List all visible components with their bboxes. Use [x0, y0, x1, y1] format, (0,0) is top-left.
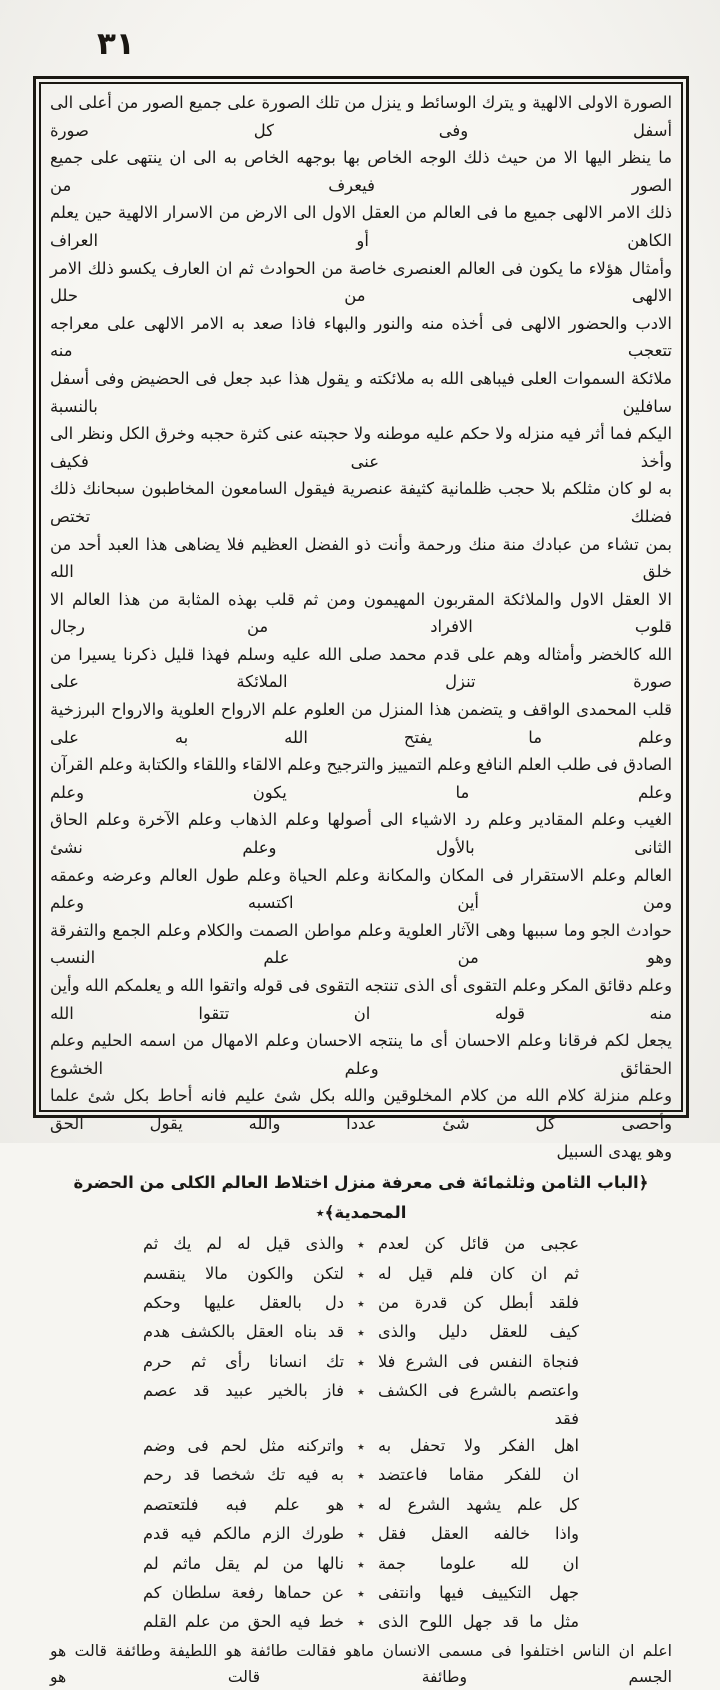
- footer-line: اعلم ان الناس اختلفوا فى مسمى الانسان ماهو فقالت طائفة هو اللطيفة وطائفة قالت هو الجسم وطائفة قالت هو: [50, 1641, 672, 1686]
- hemistich-second: لتكن والكون مالا ينقسم: [143, 1263, 344, 1283]
- hemistich-second: طورك الزم مالكم فيه قدم: [143, 1524, 344, 1544]
- hemistich-second: قد بناه العقل بالكشف هدم: [143, 1322, 344, 1342]
- hemistich-first: جهل التكييف فيها وانتفى: [378, 1583, 579, 1603]
- prose-line: حوادث الجو وما سببها وهى الآثار العلوية وعلم مواطن الصمت والكلام وعلم الجمع والتفرقة وهو من علم النسب: [50, 920, 672, 968]
- prose-line: وعلم منزلة كلام الله من كلام المخلوقين والله بكل شئ عليم فانه أحاط بكل شئ علما وأحصى كل شئ عددا والله يقول الحق: [50, 1086, 672, 1133]
- hemistich-second: خط فيه الحق من علم القلم: [143, 1612, 344, 1632]
- hemistich-first: واذا خالفه العقل فقل: [378, 1524, 579, 1544]
- hemistich-first: كل علم يشهد الشرع له: [378, 1494, 579, 1514]
- verse-row: [143, 1432, 579, 1461]
- prose-line: اليكم فما أثر فيه منزله ولا حكم عليه موطنه ولا حجبته عنى كثرة حجبه وخرق الكل ونظر الى وأخذ عنى فكيف: [50, 424, 672, 471]
- verse-row: [143, 1579, 579, 1608]
- verse-row: [143, 1318, 579, 1347]
- verse-separator-star: ٭: [357, 1354, 365, 1371]
- hemistich-first: فنجاة النفس فى الشرع فلا: [378, 1351, 579, 1371]
- hemistich-second: واتركنه مثل لحم فى وضم: [143, 1436, 344, 1455]
- hemistich-first: كيف للعقل دليل والذى: [378, 1322, 579, 1342]
- verse-row: [143, 1289, 579, 1318]
- prose-line-last: وهو يهدى السبيل: [556, 1141, 672, 1161]
- hemistich-first: واعتصم بالشرع فى الكشف فقد: [378, 1381, 579, 1428]
- verse-separator-star: ٭: [357, 1295, 365, 1312]
- verse-separator-star: ٭: [357, 1497, 365, 1514]
- verse-separator-star: ٭: [357, 1468, 365, 1485]
- verse-separator-star: ٭: [357, 1439, 365, 1455]
- verse-separator-star: ٭: [357, 1325, 365, 1342]
- verse-row: [143, 1230, 579, 1259]
- hemistich-second: به فيه تك شخصا قد رحم: [143, 1465, 344, 1485]
- verse-separator-star: ٭: [357, 1586, 365, 1603]
- prose-line: قلب المحمدى الواقف و يتضمن هذا المنزل من العلوم علم الارواح العلوية والارواح البرزخية وعلم ما يفتح الله به على: [50, 700, 672, 747]
- prose-line: الصادق فى طلب العلم النافع وعلم التمييز والترجيح وعلم الالقاء واللقاء والكتابة وعلم القرآن وعلم ما يكون وعلم: [50, 755, 672, 802]
- prose-block: [50, 89, 672, 1165]
- hemistich-first: فلقد أبطل كن قدرة من: [378, 1292, 579, 1312]
- hemistich-second: نالها من لم يقل ماثم لم: [143, 1553, 344, 1573]
- prose-line: الغيب وعلم المقادير وعلم رد الاشياء الى أصولها وعلم الذهاب وعلم الآخرة وعلم الحاق الثانى بالأول وعلم نشئ: [50, 810, 672, 858]
- verse-row: [143, 1377, 579, 1432]
- verse-separator-star: ٭: [357, 1527, 365, 1544]
- hemistich-second: هو علم فبه فلتعتصم: [143, 1494, 344, 1514]
- prose-line: بمن تشاء من عبادك منة منك ورحمة وأنت ذو الفضل العظيم فلا يضاهى هذا العبد أحد من خلق الله: [50, 534, 672, 582]
- hemistich-second: فاز بالخير عبيد قد عصم: [143, 1381, 344, 1401]
- prose-line: الادب والحضور الالهى فى أخذه منه والنور والبهاء فاذا صعد به الامر الالهى على معراجه تتعجب منه: [50, 313, 672, 361]
- hemistich-second: والذى قيل له لم يك ثم: [143, 1234, 344, 1254]
- verse-row: [143, 1491, 579, 1520]
- prose-line: وأمثال هؤلاء ما يكون فى العالم العنصرى خاصة من الحوادث ثم ان العارف يكسو ذلك الامر الالهى من حلل: [50, 258, 672, 306]
- prose-line: العالم وعلم الاستقرار فى المكان والمكانة وعلم الحياة وعلم طول العالم وعرضه وعمقه ومن أين اكتسبه وعلم: [50, 865, 672, 913]
- hemistich-first: ان لله علوما جمة: [378, 1553, 579, 1573]
- poem-block: [143, 1230, 579, 1638]
- verse-separator-star: ٭: [357, 1237, 365, 1254]
- verse-separator-star: ٭: [357, 1384, 365, 1401]
- prose-line: ذلك الامر الالهى جميع ما فى العالم من العقل الاول الى الارض من الاسرار الالهية حين يعلم الكاهن أو العراف: [50, 203, 672, 250]
- verse-row: [143, 1260, 579, 1289]
- hemistich-second: عن حماها رفعة سلطان كم: [143, 1583, 344, 1603]
- hemistich-second: دل بالعقل عليها وحكم: [143, 1292, 344, 1312]
- hemistich-first: اهل الفكر ولا تحفل به: [378, 1436, 579, 1455]
- verse-row: [143, 1550, 579, 1579]
- verse-row: [143, 1461, 579, 1490]
- prose-line: به لو كان مثلكم بلا حجب ظلمانية كثيفة عنصرية فيقول السامعون المخاطبون سبحانك ذلك فضلك تختص: [50, 479, 672, 526]
- text-frame-inner: [39, 82, 683, 1686]
- prose-line: وعلم دقائق المكر وعلم التقوى أى الذى تنتجه التقوى فى قوله واتقوا الله و يعلمكم الله وأين منه قوله ان تتقوا الله: [50, 976, 672, 1023]
- chapter-heading: ﴿الباب الثامن وثلثمائة فى معرفة منزل اختلاط العالم الكلى من الحضرة المحمدية﴾٭: [73, 1173, 649, 1223]
- verse-row: [143, 1608, 579, 1637]
- page-number: ٣١: [97, 26, 135, 62]
- text-frame: [33, 76, 689, 1686]
- prose-line: يجعل لكم فرقانا وعلم الاحسان أى ما ينتجه الاحسان وعلم الامهال من اسمه الحليم وعلم الحقائق وعلم الخشوع: [50, 1031, 672, 1078]
- hemistich-first: ان للفكر مقاما فاعتضد: [378, 1465, 579, 1485]
- hemistich-second: تك انسانا رأى ثم حرم: [143, 1351, 344, 1371]
- verse-row: [143, 1520, 579, 1549]
- hemistich-first: مثل ما قد جهل اللوح الذى: [378, 1612, 579, 1632]
- verse-separator-star: ٭: [357, 1615, 365, 1632]
- prose-line: ملائكة السموات العلى فيباهى الله به ملائكته و يقول هذا عبد جعل فى الحضيض وفى أسفل سافلين بالنسبة: [50, 368, 672, 416]
- verse-row: [143, 1348, 579, 1377]
- prose-line: ما ينظر اليها الا من حيث ذلك الوجه الخاص بها بوجهه الخاص به الى ان ينتهى على جميع الصور فيعرف من: [50, 148, 672, 195]
- verse-separator-star: ٭: [357, 1556, 365, 1573]
- prose-line: الصورة الاولى الالهية و يترك الوسائط و ينزل من تلك الصورة على جميع الصور من أعلى الى أسفل وفى كل صورة: [50, 93, 672, 140]
- hemistich-first: عجبى من قائل كن لعدم: [378, 1234, 579, 1254]
- verse-separator-star: ٭: [357, 1266, 365, 1283]
- prose-line: الا العقل الاول والملائكة المقربون المهيمون ومن ثم قلب بهذه المثابة من هذا العالم الا قلوب الافراد من رجال: [50, 589, 672, 637]
- hemistich-first: ثم ان كان فلم قيل له: [378, 1263, 579, 1283]
- prose-line: الله كالخضر وأمثاله وهم على قدم محمد صلى الله عليه وسلم فهذا قليل ذكرنا يسيرا من صورة تنزل الملائكة على: [50, 644, 672, 692]
